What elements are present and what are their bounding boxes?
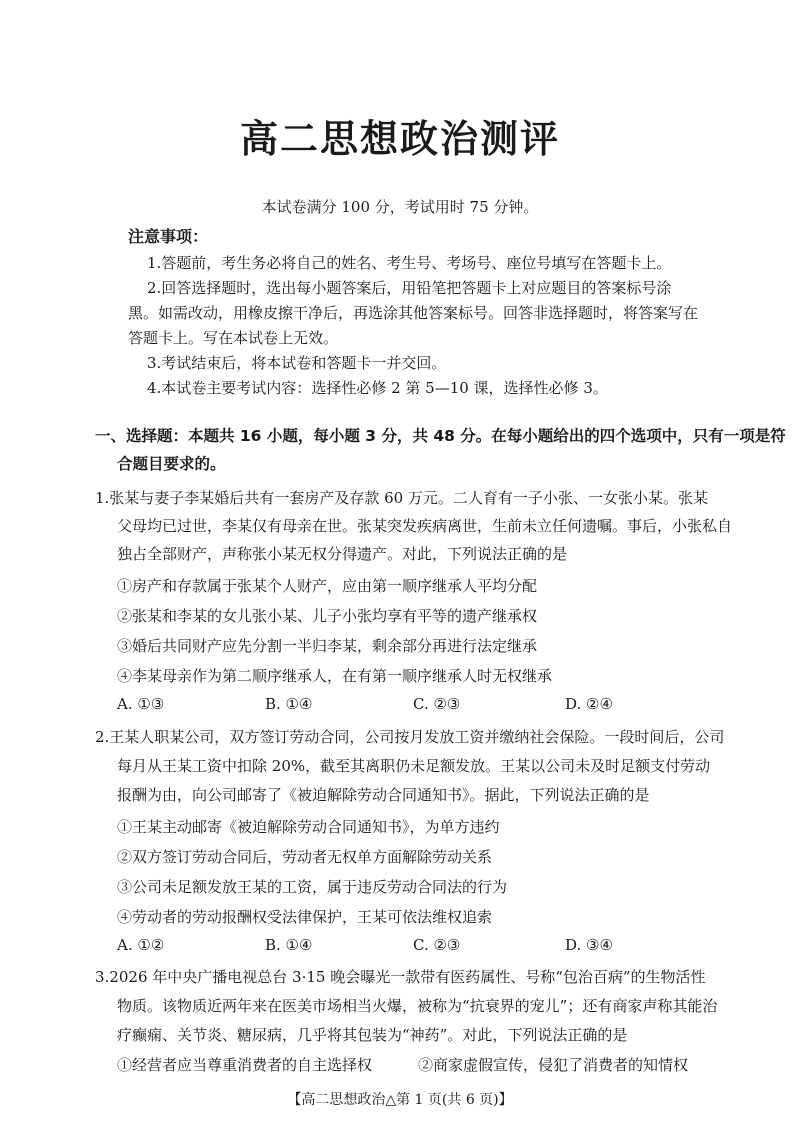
page-title: 高二思想政治测评: [239, 117, 560, 161]
choice-a[interactable]: A. ①③: [117, 695, 165, 713]
question-1-statement: ②张某和李某的女儿张小某、儿子小张均享有平等的遗产继承权: [117, 607, 538, 625]
question-1-statement: ③婚后共同财产应先分割一半归李某，剩余部分再进行法定继承: [117, 637, 538, 655]
question-1-stem: 父母均已过世，李某仅有母亲在世。张某突发疾病离世，生前未立任何遗嘱。事后，小张私自: [117, 517, 733, 535]
question-2-statement: ④劳动者的劳动报酬权受法律保护，王某可依法维权追索: [117, 908, 493, 926]
choice-a[interactable]: A. ①②: [117, 936, 165, 954]
question-1-stem: 独占全部财产，声称张小某无权分得遗产。对此，下列说法正确的是: [117, 545, 568, 563]
choice-d[interactable]: D. ②④: [565, 695, 613, 713]
question-2-statement: ①王某主动邮寄《被迫解除劳动合同通知书》，为单方违约: [117, 818, 500, 836]
exam-subtitle: 本试卷满分 100 分，考试用时 75 分钟。: [261, 198, 539, 216]
question-2-stem: 每月从王某工资中扣除 20%，截至其离职仍未足额发放。王某以公司未及时足额支付劳动: [117, 757, 711, 775]
question-3-stem: 疗癫痫、关节炎、糖尿病，几乎将其包装为“神药”。对此，下列说法正确的是: [117, 1026, 628, 1044]
notice-item-continued: 黑。如需改动，用橡皮擦干净后，再选涂其他答案标号。回答非选择题时，将答案写在: [128, 304, 699, 322]
question-2-stem: 2.王某人职某公司，双方签订劳动合同，公司按月发放工资并缴纳社会保险。一段时间后，公司: [95, 728, 725, 746]
page-footer: 【高二思想政治△第 1 页(共 6 页)】: [287, 1092, 513, 1108]
question-3-statement: ②商家虚假宣传，侵犯了消费者的知情权: [418, 1056, 689, 1074]
notice-item: 4.本试卷主要考试内容：选择性必修 2 第 5—10 课，选择性必修 3。: [147, 379, 608, 397]
choice-c[interactable]: C. ②③: [413, 936, 461, 954]
choice-c[interactable]: C. ②③: [413, 695, 461, 713]
notice-item: 2.回答选择题时，选出每小题答案后，用铅笔把答题卡上对应题目的答案标号涂: [147, 279, 672, 297]
notice-item: 3.考试结束后，将本试卷和答题卡一并交回。: [147, 354, 447, 372]
choice-d[interactable]: D. ③④: [565, 936, 613, 954]
question-1-stem: 1.张某与妻子李某婚后共有一套房产及存款 60 万元。二人育有一子小张、一女张小某。张某: [95, 489, 708, 507]
question-3-statement: ①经营者应当尊重消费者的自主选择权: [117, 1056, 373, 1074]
question-2-statement: ③公司未足额发放王某的工资，属于违反劳动合同法的行为: [117, 878, 508, 896]
choice-b[interactable]: B. ①④: [265, 936, 313, 954]
question-2-stem: 报酬为由，向公司邮寄了《被迫解除劳动合同通知书》。据此，下列说法正确的是: [117, 786, 650, 804]
section-heading-continued: 合题目要求的。: [117, 455, 226, 473]
question-3-stem: 3.2026 年中央广播电视总台 3·15 晚会曝光一款带有医药属性、号称“包治百病”的生物活性: [95, 968, 706, 986]
notice-heading: 注意事项：: [128, 227, 209, 246]
question-3-stem: 物质。该物质近两年来在医美市场相当火爆，被称为“抗衰界的宠儿”；还有商家声称其能治: [117, 997, 718, 1015]
section-heading: 一、选择题：本题共 16 小题，每小题 3 分，共 48 分。在每小题给出的四个选项中，只有一项是符: [95, 427, 786, 445]
question-1-statement: ④李某母亲作为第二顺序继承人，在有第一顺序继承人时无权继承: [117, 667, 553, 685]
question-1-statement: ①房产和存款属于张某个人财产，应由第一顺序继承人平均分配: [117, 577, 538, 595]
notice-item: 1.答题前，考生务必将自己的姓名、考生号、考场号、座位号填写在答题卡上。: [147, 254, 672, 272]
choice-b[interactable]: B. ①④: [265, 695, 313, 713]
notice-item-continued: 答题卡上。写在本试卷上无效。: [128, 329, 339, 347]
question-2-statement: ②双方签订劳动合同后，劳动者无权单方面解除劳动关系: [117, 848, 493, 866]
